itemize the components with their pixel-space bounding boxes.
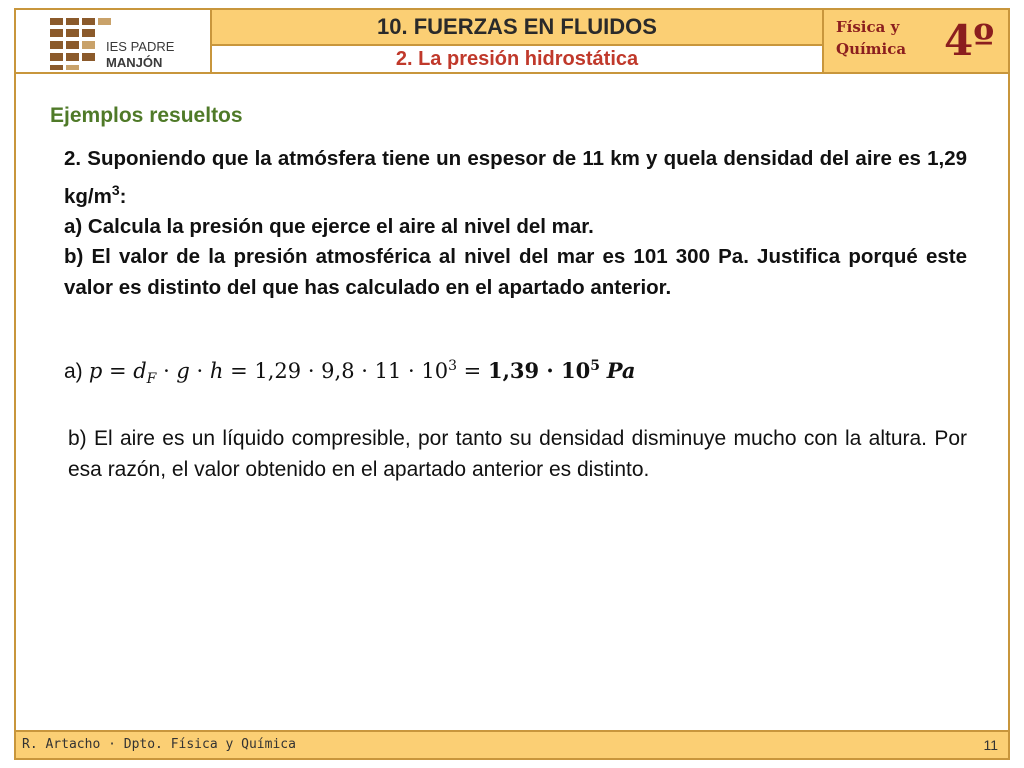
formula-p: p [88, 359, 103, 383]
formula-numbers-exp: 3 [448, 358, 457, 374]
title-block [212, 10, 824, 72]
formula-d-sub: F [146, 371, 157, 388]
page-number: 11 [983, 737, 998, 753]
formula-result: 1,39 · 10 [487, 358, 591, 383]
problem-intro-colon: : [119, 184, 127, 208]
footer-credit: R. Artacho · Dpto. Física y Química [22, 737, 296, 752]
unit-title: 10. FUERZAS EN FLUIDOS [212, 10, 822, 46]
answer-a-label: a) [64, 360, 83, 383]
answer-b: b) El aire es un líquido compresible, por tanto su densidad disminuye mucho con la altura. Por esa razón, el valor obtenido en el apartado anterior es distinto. [68, 427, 967, 481]
problem-intro-text: 2. Suponiendo que la atmósfera tiene un espesor de 11 km y quela densidad del aire es 1,29 kg/m [64, 147, 967, 208]
pressure-formula [88, 358, 636, 388]
logo-text-line1: IES PADRE [106, 39, 175, 54]
formula-h: h [209, 359, 224, 383]
answer-a [64, 358, 636, 387]
problem-intro [64, 144, 967, 212]
formula-g: g [176, 359, 190, 383]
formula-dot2: · [189, 359, 210, 383]
subject-line2: Química [836, 40, 907, 58]
slide-footer [14, 730, 1010, 760]
subject-name [836, 16, 906, 60]
section-title: Ejemplos resueltos [50, 104, 243, 127]
formula-eq3: = [457, 359, 488, 383]
subject-line1: Física y [836, 18, 900, 36]
formula-dot1: · [156, 359, 177, 383]
formula-eq2: = [223, 359, 255, 383]
problem-statement [64, 144, 967, 303]
formula-numbers: 1,29 · 9,8 · 11 · 10 [254, 359, 449, 383]
logo-bricks-icon [50, 14, 200, 70]
problem-intro-exponent: 3 [111, 181, 120, 198]
problem-part-b: b) El valor de la presión atmosférica al nivel del mar es 101 300 Pa. Justifica porqué este valor es distinto del que has calculado en el apartado anterior. [64, 245, 967, 299]
formula-unit: Pa [606, 358, 636, 383]
formula-result-exp: 5 [590, 358, 601, 374]
formula-d: d [133, 359, 147, 383]
logo-text-line2: MANJÓN [106, 55, 163, 70]
formula-eq1: = [102, 359, 134, 383]
slide-header [14, 8, 1010, 74]
grade-label: 4º [944, 16, 995, 65]
school-logo [16, 10, 212, 72]
course-badge [824, 10, 1008, 72]
problem-part-a: a) Calcula la presión que ejerce el aire al nivel del mar. [64, 214, 594, 238]
lesson-title: 2. La presión hidrostática [212, 46, 822, 72]
